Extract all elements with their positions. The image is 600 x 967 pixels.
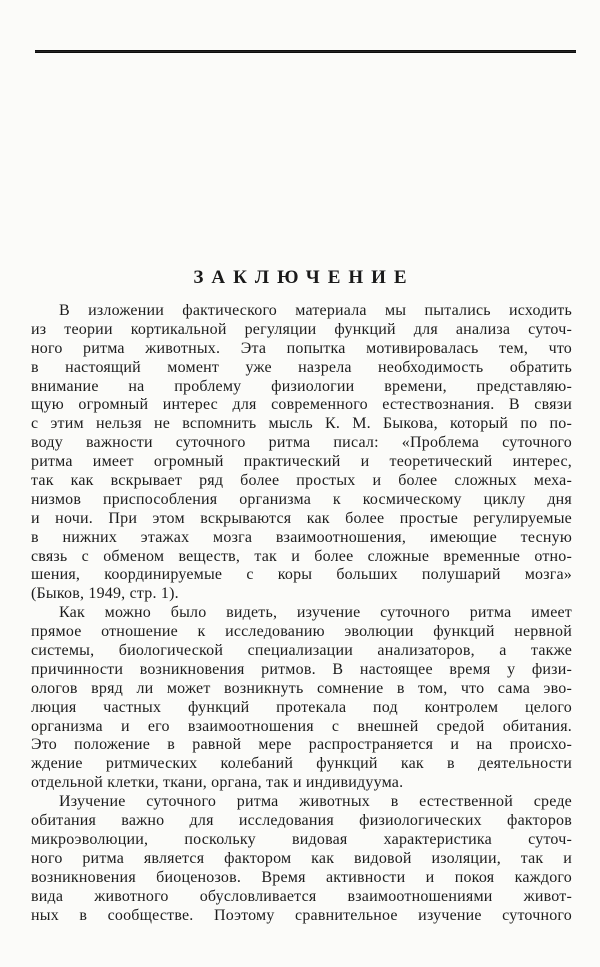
- text-line: низмов приспособления организма к космическому циклу дня: [31, 490, 572, 508]
- text-line: Это положение в равной мере распространяется и на происхо-: [31, 736, 572, 754]
- text-line: ных в сообществе. Поэтому сравнительное изучение суточного: [31, 906, 572, 924]
- text-line: системы, биологической специализации анализаторов, а также: [31, 642, 572, 660]
- text-line: щую огромный интерес для современного естествознания. В связи: [31, 396, 572, 414]
- text-line: вида животного обусловливается взаимоотношениями живот-: [31, 887, 572, 905]
- text-line: из теории кортикальной регуляции функций для анализа суточ-: [31, 320, 572, 338]
- text-line: отдельной клетки, ткани, органа, так и индивидуума.: [31, 774, 404, 792]
- text-line: (Быков, 1949, стр. 1).: [31, 585, 179, 603]
- text-line: связь с обменом веществ, так и более сложные временные отно-: [31, 547, 572, 565]
- text-line: люция частных функций протекала под контролем целого: [31, 698, 572, 716]
- text-line: Как можно было видеть, изучение суточного ритма имеет: [59, 604, 572, 622]
- body-text: [31, 302, 572, 925]
- text-line: ждение ритмических колебаний функций как в деятельности: [31, 755, 572, 773]
- text-line: ного ритма является фактором как видовой изоляции, так и: [31, 849, 572, 867]
- text-line: в настоящий момент уже назрела необходимость обратить: [31, 358, 572, 376]
- text-line: ного ритма животных. Эта попытка мотивировалась тем, что: [31, 339, 572, 357]
- text-line: ологов вряд ли может возникнуть сомнение в том, что сама эво-: [31, 679, 572, 697]
- text-line: прямое отношение к исследованию эволюции функций нервной: [31, 623, 572, 641]
- text-line: обитания важно для исследования физиологических факторов: [31, 812, 572, 830]
- text-line: в нижних этажах мозга взаимоотношения, имеющие тесную: [31, 528, 572, 546]
- text-line: причинности возникновения ритмов. В настоящее время у физи-: [31, 660, 572, 678]
- text-line: ритма имеет огромный практический и теоретический интерес,: [31, 453, 572, 471]
- text-line: организма и его взаимоотношения с внешней средой обитания.: [31, 717, 572, 735]
- text-line: и ночи. При этом вскрываются как более простые регулируемые: [31, 509, 572, 527]
- text-line: возникновения биоценозов. Время активности и покоя каждого: [31, 868, 572, 886]
- text-line: внимание на проблему физиологии времени, представляю-: [31, 377, 572, 395]
- text-line: воду важности суточного ритма писал: «Проблема суточного: [31, 434, 572, 452]
- text-line: шения, координируемые с коры больших полушарий мозга»: [31, 566, 572, 584]
- text-line: с этим нельзя не вспомнить мысль К. М. Быкова, который по по-: [31, 415, 572, 433]
- text-line: микроэволюции, поскольку видовая характеристика суточ-: [31, 830, 572, 848]
- text-line: так как вскрывает ряд более простых и более сложных меха-: [31, 472, 572, 490]
- text-line: Изучение суточного ритма животных в естественной среде: [59, 793, 572, 811]
- text-line: В изложении фактического материала мы пытались исходить: [59, 302, 572, 319]
- header-rule: [35, 50, 576, 53]
- chapter-heading: ЗАКЛЮЧЕНИЕ: [193, 267, 415, 288]
